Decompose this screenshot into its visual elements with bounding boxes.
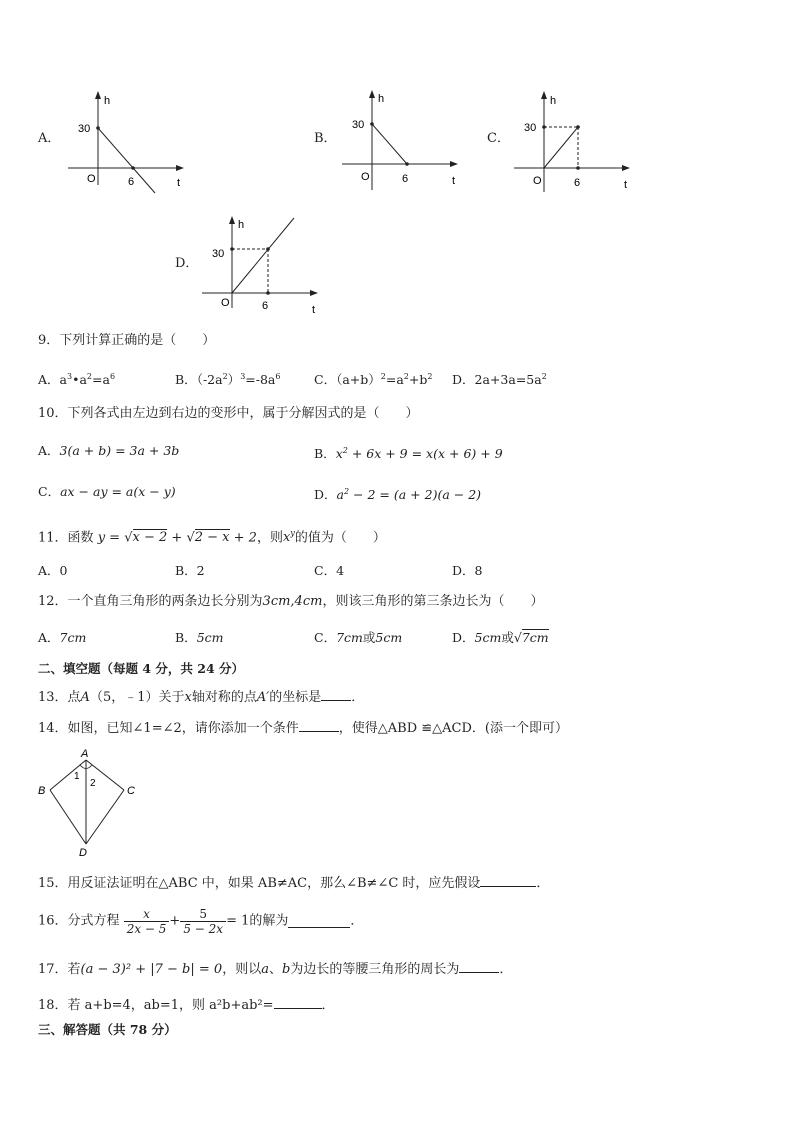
q8a-30: 30 bbox=[78, 123, 91, 135]
q11-stem-prefix: 11．函数 bbox=[38, 530, 94, 546]
q8-option-a-label: A． bbox=[38, 131, 61, 146]
q17-expr: (a − 3)² + |7 − b| = 0 bbox=[80, 962, 223, 977]
q12-c-value1: 7cm bbox=[336, 630, 363, 645]
q10-a-label: A． bbox=[38, 443, 60, 458]
q12-b-value: 5cm bbox=[196, 630, 224, 645]
q13-axis: x bbox=[184, 690, 192, 705]
q11-option-a: A．0 bbox=[38, 563, 68, 578]
q9-b-label: B． bbox=[175, 372, 197, 388]
q12-option-d bbox=[452, 630, 549, 646]
q17-text1: 17．若 bbox=[38, 962, 81, 977]
q12-d-or: 或 bbox=[501, 630, 514, 645]
q9-option-a: A．$a^3•a^2=a^6$ bbox=[38, 372, 116, 388]
q9-stem: 9．下列计算正确的是（ ） bbox=[38, 333, 216, 348]
q8d-30: 30 bbox=[212, 248, 225, 260]
q8c-o: O bbox=[533, 175, 542, 187]
q14-label-a: A bbox=[81, 748, 89, 760]
q14-label-b: B bbox=[38, 785, 46, 797]
q8-graph-c bbox=[508, 88, 643, 196]
q16-fraction-2 bbox=[180, 907, 226, 936]
q8c-30: 30 bbox=[524, 122, 537, 134]
q10-b-label: B． bbox=[314, 446, 336, 462]
q12-stem bbox=[38, 594, 543, 610]
q8-option-d-label: D． bbox=[175, 256, 199, 271]
q18-end: ． bbox=[321, 998, 335, 1013]
q17-sep: 、 bbox=[268, 962, 282, 977]
q9-d-label: D． bbox=[452, 372, 475, 388]
q8b-t: t bbox=[452, 175, 456, 187]
q8d-t: t bbox=[312, 304, 316, 316]
q13-text3: 的坐标是 bbox=[269, 690, 322, 705]
q10-option-b: B．$x^2 + 6x + 9 = x(x + 6) + 9$ bbox=[314, 446, 503, 462]
q12-option-c bbox=[314, 630, 402, 646]
q8-graph-a bbox=[60, 88, 195, 196]
q15-text: 15．用反证法证明在△ABC 中，如果 AB≠AC，那么∠B≠∠C 时，应先假设 bbox=[38, 876, 481, 891]
q16-text2: 的解为 bbox=[249, 913, 289, 929]
q14-text2: ，使得△ABD ≌△ACD．(添一个即可） bbox=[338, 721, 568, 736]
q12-d-value1: 5cm bbox=[474, 630, 502, 645]
q8-graph-d bbox=[196, 212, 326, 318]
q13-coords: （5，﹣1）关于 bbox=[89, 690, 185, 705]
q14-label-d: D bbox=[79, 847, 87, 859]
q16-frac1-num: x bbox=[124, 907, 170, 922]
q12-b-label: B． bbox=[175, 630, 197, 645]
q12-stem-prefix: 12．一个直角三角形的两条边长分别为 bbox=[38, 594, 263, 609]
q9-option-b: B．$(-2a^2)^3=-8a^6$ bbox=[175, 372, 281, 388]
q9-c-label: C． bbox=[314, 372, 337, 388]
q8d-h: h bbox=[238, 219, 245, 231]
section3-title: 三、解答题（共 78 分） bbox=[38, 1022, 177, 1037]
q13-point-a: A bbox=[80, 690, 90, 705]
q13-answer-blank[interactable] bbox=[321, 688, 351, 701]
q16-frac2-den: 5 − 2x bbox=[183, 922, 224, 936]
q12-a-label: A． bbox=[38, 630, 60, 645]
q17-end: ． bbox=[499, 962, 513, 977]
q8a-6: 6 bbox=[128, 176, 135, 188]
q18-text: 18．若 a+b=4，ab=1，则 a²b+ab²= bbox=[38, 998, 274, 1013]
q11-stem-suffix: 的值为（ ） bbox=[294, 530, 386, 546]
q18 bbox=[38, 996, 335, 1014]
section2-title: 二、填空题（每题 4 分，共 24 分） bbox=[38, 661, 245, 676]
q12-d-label: D． bbox=[452, 630, 475, 645]
q14-answer-blank[interactable] bbox=[299, 719, 339, 732]
q12-option-b bbox=[175, 630, 224, 646]
q13-text2: 轴对称的点 bbox=[191, 690, 257, 705]
q10-option-c: C．ax − ay = a(x − y) bbox=[38, 484, 176, 499]
q17-text3: 为边长的等腰三角形的周长为 bbox=[290, 962, 460, 977]
q12-c-value2: 5cm bbox=[375, 630, 403, 645]
q10-c-label: C． bbox=[38, 484, 61, 499]
q13 bbox=[38, 688, 364, 706]
q14-figure bbox=[34, 746, 144, 860]
q16-answer-blank[interactable] bbox=[288, 915, 350, 928]
q15-answer-blank[interactable] bbox=[480, 874, 536, 887]
q8d-o: O bbox=[221, 297, 230, 309]
q14-label-c: C bbox=[127, 785, 135, 797]
q8b-30: 30 bbox=[352, 119, 365, 131]
q17 bbox=[38, 960, 512, 978]
q15-end: ． bbox=[536, 876, 550, 891]
q13-point-a-prime: A′ bbox=[256, 690, 270, 705]
q18-answer-blank[interactable] bbox=[274, 996, 322, 1009]
q10-d-label: D． bbox=[314, 487, 337, 503]
q12-d-radicand: 7cm bbox=[521, 630, 549, 645]
q8c-6: 6 bbox=[574, 177, 581, 189]
q11-stem-middle: ，则 bbox=[256, 530, 283, 546]
q11-stem bbox=[38, 526, 386, 546]
q14-label-angle2: 2 bbox=[90, 778, 96, 789]
q8b-h: h bbox=[378, 93, 385, 105]
q12-c-label: C． bbox=[314, 630, 337, 645]
q11-option-c: C．4 bbox=[314, 563, 345, 578]
q17-text2: ，则以 bbox=[222, 962, 262, 977]
q14 bbox=[38, 719, 568, 737]
sqrt-icon: √ bbox=[513, 630, 522, 645]
q16: 16．分式方程 $\frac{x}{2x - 5}$ + $\frac{5}{5 - 2x}$ = 1的解为 ． bbox=[38, 907, 364, 936]
q14-text1: 14．如图，已知∠1=∠2，请你添加一个条件 bbox=[38, 721, 299, 736]
q8b-o: O bbox=[361, 171, 370, 183]
q12-stem-values: 3cm,4cm bbox=[262, 594, 323, 609]
q8a-t: t bbox=[177, 177, 181, 189]
q12-option-a bbox=[38, 630, 86, 646]
q8b-6: 6 bbox=[402, 173, 409, 185]
q15 bbox=[38, 874, 549, 892]
q16-frac2-num: 5 bbox=[180, 907, 226, 922]
q16-fraction-1 bbox=[124, 907, 170, 936]
q16-rhs: = 1 bbox=[226, 913, 250, 929]
q11-function-expr: y = √x − 2 + √2 − x + 2 bbox=[97, 530, 257, 546]
q10-option-a: A．3(a + b) = 3a + 3b bbox=[38, 443, 180, 458]
q11-power-expr: $x^y$ bbox=[282, 529, 295, 546]
q8-graph-b bbox=[336, 86, 471, 194]
q12-stem-suffix: ，则该三角形的第三条边长为（ ） bbox=[322, 594, 544, 609]
q8c-h: h bbox=[550, 95, 557, 107]
q17-answer-blank[interactable] bbox=[459, 960, 499, 973]
q12-a-value: 7cm bbox=[59, 630, 87, 645]
q16-text1: 16．分式方程 bbox=[38, 913, 120, 929]
q8a-o: O bbox=[87, 173, 96, 185]
q8c-t: t bbox=[624, 179, 628, 191]
q9-option-c: C．$(a+b)^2=a^2+b^2$ bbox=[314, 372, 433, 388]
q16-frac1-den: 2x − 5 bbox=[126, 922, 167, 936]
q10-stem: 10．下列各式由左边到右边的变形中，属于分解因式的是（ ） bbox=[38, 406, 419, 421]
q8d-6: 6 bbox=[262, 300, 269, 312]
q8-option-b-label: B． bbox=[314, 131, 337, 146]
q13-text1: 13．点 bbox=[38, 690, 81, 705]
q17-var-b: b bbox=[281, 962, 291, 977]
q9-a-label: A． bbox=[38, 372, 60, 388]
q8a-h: h bbox=[104, 95, 111, 107]
q10-option-d: D．$a^2 - 2 = (a + 2)(a - 2)$ bbox=[314, 487, 482, 503]
q8-option-c-label: C． bbox=[487, 131, 510, 146]
q17-var-a: a bbox=[261, 962, 269, 977]
q11-option-d: D．8 bbox=[452, 563, 483, 578]
q14-label-angle1: 1 bbox=[74, 771, 80, 782]
q13-end: ． bbox=[351, 690, 365, 705]
q11-option-b: B．2 bbox=[175, 563, 205, 578]
q16-end: ． bbox=[350, 913, 364, 929]
q9-option-d: D．$2a+3a=5a^2$ bbox=[452, 372, 547, 388]
q12-c-or: 或 bbox=[362, 630, 376, 645]
